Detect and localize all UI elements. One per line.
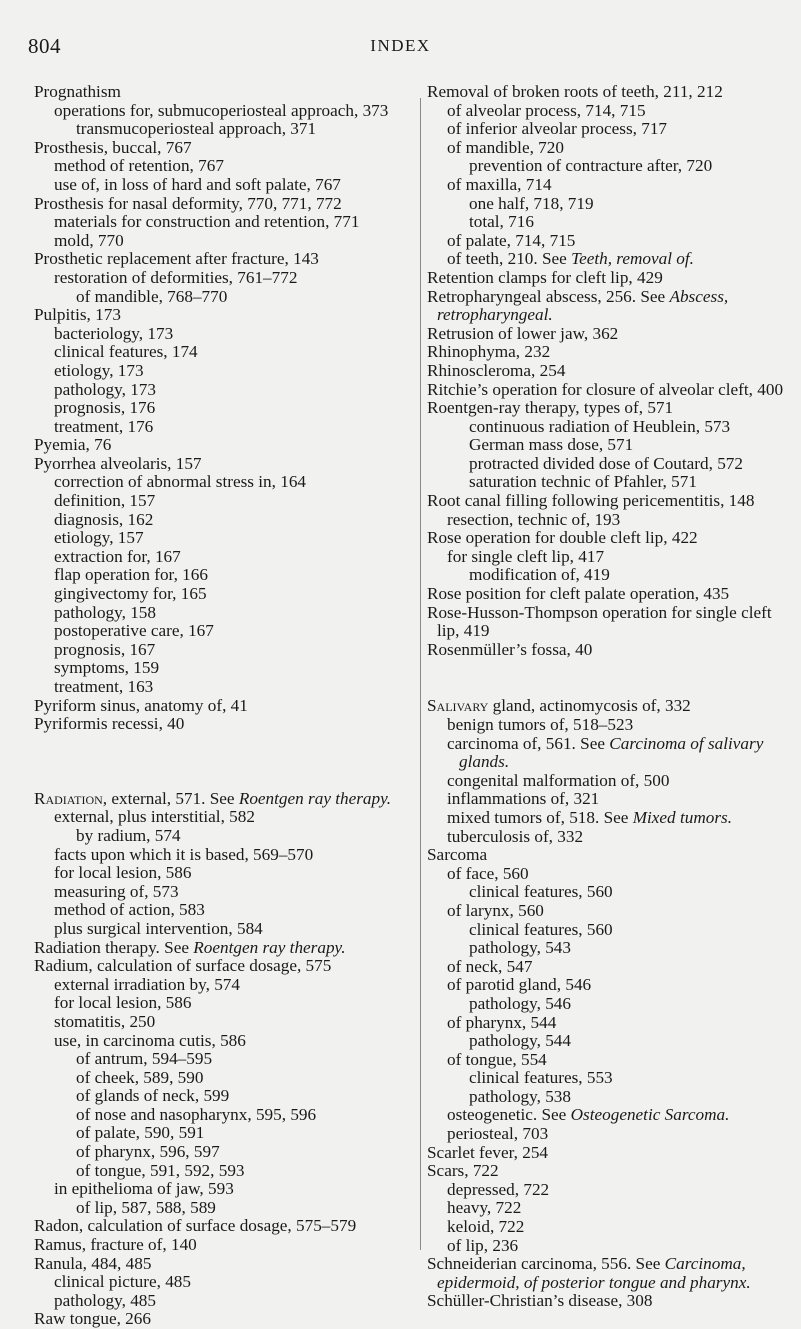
index-entry [34, 1106, 403, 1125]
index-entry [34, 195, 403, 214]
index-entry [34, 827, 403, 846]
index-entry [34, 566, 403, 585]
index-entry [427, 790, 792, 809]
entry-text: of cheek, 589, 590 [76, 1067, 204, 1087]
index-entry [427, 1051, 792, 1070]
index-entry [427, 176, 792, 195]
index-entry [34, 306, 403, 325]
entry-text: Radon, calculation of surface dosage, 575–579 [34, 1216, 357, 1236]
index-entry [427, 288, 792, 325]
index-entry [427, 883, 792, 902]
entry-text: etiology, 157 [54, 528, 144, 548]
index-group-r [34, 790, 403, 1329]
index-entry [34, 250, 403, 269]
entry-text: inflammations of, 321 [447, 789, 600, 809]
entry-text: measuring of, 573 [54, 881, 179, 901]
entry-text: use, in carcinoma cutis, 586 [54, 1030, 246, 1050]
entry-text: etiology, 173 [54, 360, 144, 380]
index-entry [427, 772, 792, 791]
entry-text: Ramus, fracture of, 140 [34, 1235, 197, 1255]
entry-text: osteogenetic. See [447, 1105, 571, 1125]
entry-text: Rhinoscleroma, 254 [427, 360, 566, 380]
entry-text: restoration of deformities, 761–772 [54, 267, 298, 287]
page-number: 804 [28, 34, 61, 58]
entry-text: external, plus interstitial, 582 [54, 807, 255, 827]
index-entry [34, 213, 403, 232]
column-divider [420, 98, 421, 1250]
index-entry [34, 120, 403, 139]
index-entry [427, 902, 792, 921]
index-entry [427, 343, 792, 362]
running-head: INDEX [370, 36, 431, 55]
entry-text: Prosthetic replacement after fracture, 143 [34, 249, 319, 269]
entry-text: periosteal, 703 [447, 1124, 549, 1144]
index-entry [427, 1292, 792, 1311]
entry-text: Radium, calculation of surface dosage, 575 [34, 956, 332, 976]
index-entry [427, 1125, 792, 1144]
entry-text: of mandible, 768–770 [76, 286, 228, 306]
entry-text: operations for, submucoperiosteal approach, 373 [54, 100, 389, 120]
index-entry [34, 1032, 403, 1051]
index-entry [34, 622, 403, 641]
index-entry [427, 195, 792, 214]
index-entry [427, 976, 792, 995]
entry-text: Pyorrhea alveolaris, 157 [34, 453, 202, 473]
entry-text: method of action, 583 [54, 900, 205, 920]
index-entry [427, 995, 792, 1014]
entry-text: Retrusion of lower jaw, 362 [427, 323, 619, 343]
entry-text: pathology, 544 [469, 1031, 571, 1051]
index-entry [34, 362, 403, 381]
index-entry [427, 1069, 792, 1088]
entry-text: definition, 157 [54, 491, 156, 511]
index-entry [34, 790, 403, 809]
entry-text: Pyriform sinus, anatomy of, 41 [34, 695, 248, 715]
entry-text: method of retention, 767 [54, 156, 224, 176]
entry-text: plus surgical intervention, 584 [54, 918, 263, 938]
index-entry [34, 399, 403, 418]
index-entry [427, 604, 792, 641]
entry-text: for local lesion, 586 [54, 993, 192, 1013]
entry-cross-reference: Osteogenetic Sarcoma. [570, 1105, 730, 1125]
index-entry [34, 1199, 403, 1218]
entry-text: Ritchie’s operation for closure of alveolar cleft, 400 [427, 379, 784, 399]
entry-text: of palate, 714, 715 [447, 230, 576, 250]
index-entry [34, 939, 403, 958]
entry-text: Rose operation for double cleft lip, 422 [427, 528, 698, 548]
index-entry [427, 325, 792, 344]
entry-text: mold, 770 [54, 230, 124, 250]
index-entry [427, 1237, 792, 1256]
index-entry [427, 1144, 792, 1163]
index-entry [427, 492, 792, 511]
index-entry [34, 455, 403, 474]
entry-text: gland, actinomycosis of, 332 [488, 696, 691, 716]
entry-text: diagnosis, 162 [54, 509, 154, 529]
entry-text: Prosthesis for nasal deformity, 770, 771, 772 [34, 193, 342, 213]
index-entry [427, 1106, 792, 1125]
entry-heading-smallcaps: Radiation [34, 788, 103, 808]
index-entry [34, 864, 403, 883]
entry-text: Retropharyngeal abscess, 256. See [427, 286, 670, 306]
entry-text: Roentgen-ray therapy, types of, 571 [427, 398, 674, 418]
entry-text: materials for construction and retention, 771 [54, 212, 360, 232]
index-entry [34, 511, 403, 530]
index-entry [427, 213, 792, 232]
entry-text: of pharynx, 544 [447, 1012, 557, 1032]
entry-text: Schüller-Christian’s disease, 308 [427, 1291, 653, 1311]
entry-text: Ranula, 484, 485 [34, 1253, 152, 1273]
entry-text: of neck, 547 [447, 956, 533, 976]
entry-text: transmucoperiosteal approach, 371 [76, 119, 317, 139]
entry-text: of tongue, 591, 592, 593 [76, 1160, 245, 1180]
entry-text: of pharynx, 596, 597 [76, 1142, 220, 1162]
entry-text: resection, technic of, 193 [447, 509, 621, 529]
entry-text: clinical features, 560 [469, 882, 613, 902]
index-entry [34, 1050, 403, 1069]
index-entry [427, 865, 792, 884]
index-entry [427, 716, 792, 735]
entry-text: clinical picture, 485 [54, 1272, 191, 1292]
entry-cross-reference: Teeth, removal of. [571, 249, 694, 269]
index-entry [34, 492, 403, 511]
index-entry [427, 1181, 792, 1200]
entry-text: clinical features, 174 [54, 342, 198, 362]
index-entry [34, 436, 403, 455]
index-entry [427, 381, 792, 400]
entry-text: Schneiderian carcinoma, 556. See [427, 1254, 665, 1274]
index-entry [427, 697, 792, 716]
entry-text: of inferior alveolar process, 717 [447, 119, 668, 139]
index-entry [427, 846, 792, 865]
index-entry [34, 269, 403, 288]
entry-text: flap operation for, 166 [54, 565, 208, 585]
index-entry [427, 157, 792, 176]
entry-text: Pyriformis recessi, 40 [34, 714, 185, 734]
entry-text: extraction for, 167 [54, 546, 181, 566]
entry-text: of palate, 590, 591 [76, 1123, 205, 1143]
index-entry [34, 1236, 403, 1255]
index-entry [34, 529, 403, 548]
index-entry [427, 436, 792, 455]
entry-text: modification of, 419 [469, 565, 610, 585]
entry-text: mixed tumors of, 518. See [447, 807, 633, 827]
index-entry [34, 901, 403, 920]
index-entry [427, 102, 792, 121]
index-entry [427, 473, 792, 492]
entry-text: correction of abnormal stress in, 164 [54, 472, 307, 492]
index-entry [427, 1162, 792, 1181]
index-entry [427, 455, 792, 474]
entry-text: Rhinophyma, 232 [427, 342, 551, 362]
entry-text: of mandible, 720 [447, 137, 564, 157]
index-entry [34, 381, 403, 400]
entry-text: continuous radiation of Heublein, 573 [469, 416, 731, 436]
entry-text: of antrum, 594–595 [76, 1049, 213, 1069]
entry-text: treatment, 163 [54, 677, 154, 696]
index-entry [427, 548, 792, 567]
entry-text: clinical features, 560 [469, 919, 613, 939]
entry-text: protracted divided dose of Coutard, 572 [469, 453, 743, 473]
entry-text: for single cleft lip, 417 [447, 546, 605, 566]
entry-heading-smallcaps: Salivary [427, 696, 489, 716]
index-entry [427, 269, 792, 288]
entry-text: prevention of contracture after, 720 [469, 156, 713, 176]
index-entry [427, 250, 792, 269]
index-entry [34, 139, 403, 158]
index-entry [427, 362, 792, 381]
entry-text: of alveolar process, 714, 715 [447, 100, 646, 120]
entry-text: facts upon which it is based, 569–570 [54, 844, 314, 864]
entry-text: pathology, 546 [469, 993, 571, 1013]
index-entry [34, 641, 403, 660]
entry-text: symptoms, 159 [54, 658, 160, 678]
index-entry [34, 1013, 403, 1032]
entry-text: bacteriology, 173 [54, 323, 174, 343]
index-entry [427, 529, 792, 548]
entry-text: of lip, 236 [447, 1235, 519, 1255]
entry-cross-reference: Carcinoma, epidermoid, of posterior tongue and pharynx. [437, 1254, 751, 1292]
index-entry [34, 883, 403, 902]
index-entry [427, 1014, 792, 1033]
index-entry [34, 232, 403, 251]
index-entry [427, 1255, 792, 1292]
entry-text: Rosenmüller’s fossa, 40 [427, 639, 593, 659]
index-entry [34, 1255, 403, 1274]
entry-text: Radiation therapy. See [34, 937, 194, 957]
index-entry [34, 994, 403, 1013]
entry-text: Pyemia, 76 [34, 435, 112, 455]
entry-text: by radium, 574 [76, 825, 181, 845]
entry-cross-reference: Roentgen ray therapy. [238, 788, 392, 808]
index-entry [34, 548, 403, 567]
index-entry [34, 678, 403, 697]
entry-text: pathology, 173 [54, 379, 156, 399]
entry-text: keloid, 722 [447, 1217, 525, 1237]
index-entry [427, 735, 792, 772]
entry-text: pathology, 543 [469, 938, 571, 958]
index-entry [34, 604, 403, 623]
index-entry [34, 1069, 403, 1088]
entry-text: German mass dose, 571 [469, 435, 634, 455]
entry-text: Scarlet fever, 254 [427, 1142, 549, 1162]
entry-text: of nose and nasopharynx, 595, 596 [76, 1104, 317, 1124]
index-entry [427, 399, 792, 418]
index-entry [34, 808, 403, 827]
entry-text: of tongue, 554 [447, 1049, 547, 1069]
entry-text: postoperative care, 167 [54, 621, 214, 641]
entry-text: Prognathism [34, 82, 121, 101]
index-entry [427, 83, 792, 102]
index-entry [427, 958, 792, 977]
index-entry [34, 697, 403, 716]
entry-text: stomatitis, 250 [54, 1011, 156, 1031]
entry-cross-reference: Abscess, retropharyngeal. [437, 286, 729, 325]
entry-text: Prosthesis, buccal, 767 [34, 137, 192, 157]
index-entry [427, 1032, 792, 1051]
entry-text: of teeth, 210. See [447, 249, 572, 269]
index-entry [427, 232, 792, 251]
index-entry [34, 1162, 403, 1181]
entry-text: heavy, 722 [447, 1198, 522, 1218]
index-entry [427, 1199, 792, 1218]
index-entry [34, 585, 403, 604]
entry-text: external irradiation by, 574 [54, 974, 240, 994]
index-entry [427, 828, 792, 847]
index-entry [34, 976, 403, 995]
index-entry [427, 566, 792, 585]
index-entry [34, 1087, 403, 1106]
entry-cross-reference: Mixed tumors. [632, 807, 732, 827]
entry-text: in epithelioma of jaw, 593 [54, 1179, 234, 1199]
index-entry [34, 83, 403, 102]
index-entry [34, 659, 403, 678]
entry-text: pathology, 538 [469, 1086, 571, 1106]
index-entry [427, 1218, 792, 1237]
index-group-r-continued [427, 83, 792, 659]
entry-text: pathology, 485 [54, 1290, 156, 1310]
entry-text: Retention clamps for cleft lip, 429 [427, 267, 663, 287]
entry-cross-reference: Carcinoma of salivary glands. [459, 733, 764, 772]
index-group-s [427, 697, 792, 1311]
index-entry [427, 641, 792, 660]
index-entry [34, 343, 403, 362]
index-entry [34, 715, 403, 734]
index-entry [34, 418, 403, 437]
index-entry [427, 809, 792, 828]
index-entry [427, 418, 792, 437]
index-entry [34, 102, 403, 121]
index-entry [34, 920, 403, 939]
entry-text: of parotid gland, 546 [447, 975, 592, 995]
entry-text: treatment, 176 [54, 416, 154, 436]
entry-text: carcinoma of, 561. See [447, 733, 610, 753]
entry-text: of maxilla, 714 [447, 174, 552, 194]
entry-text: Removal of broken roots of teeth, 211, 212 [427, 82, 723, 101]
entry-text: Rose position for cleft palate operation, 435 [427, 584, 730, 604]
entry-text: tuberculosis of, 332 [447, 826, 584, 846]
entry-text: use of, in loss of hard and soft palate, 767 [54, 174, 341, 194]
entry-text: prognosis, 167 [54, 639, 156, 659]
entry-text: for local lesion, 586 [54, 863, 192, 883]
entry-text: Pulpitis, 173 [34, 305, 121, 325]
entry-text: total, 716 [469, 212, 534, 232]
index-entry [34, 1143, 403, 1162]
entry-text: congenital malformation of, 500 [447, 770, 670, 790]
entry-text: Scars, 722 [427, 1161, 499, 1181]
entry-text: benign tumors of, 518–523 [447, 715, 634, 734]
index-entry [427, 585, 792, 604]
entry-text: of lip, 587, 588, 589 [76, 1197, 216, 1217]
entry-text: one half, 718, 719 [469, 193, 594, 213]
index-entry [427, 939, 792, 958]
entry-text: saturation technic of Pfahler, 571 [469, 472, 697, 492]
entry-text: , external, 571. See [102, 788, 239, 808]
index-entry [34, 325, 403, 344]
entry-text: of glands of neck, 599 [76, 1086, 230, 1106]
index-entry [34, 957, 403, 976]
entry-text: depressed, 722 [447, 1179, 550, 1199]
index-entry [427, 120, 792, 139]
index-entry [427, 511, 792, 530]
index-entry [34, 1180, 403, 1199]
index-entry [34, 157, 403, 176]
index-entry [427, 139, 792, 158]
index-entry [427, 921, 792, 940]
entry-cross-reference: Roentgen ray therapy. [193, 937, 346, 957]
index-entry [34, 473, 403, 492]
index-entry [34, 1292, 403, 1311]
entry-text: Root canal filling following pericementitis, 148 [427, 491, 755, 511]
entry-text: Rose-Husson-Thompson operation for single cleft lip, 419 [427, 602, 772, 641]
right-column [427, 83, 792, 1311]
entry-text: Sarcoma [427, 845, 488, 865]
index-group-p [34, 83, 403, 734]
entry-text: pathology, 158 [54, 602, 156, 622]
index-entry [34, 1310, 403, 1329]
index-entry [427, 1088, 792, 1107]
entry-text: prognosis, 176 [54, 398, 156, 418]
entry-text: of larynx, 560 [447, 900, 544, 920]
entry-text: gingivectomy for, 165 [54, 584, 207, 604]
left-column [34, 83, 403, 1329]
index-entry [34, 288, 403, 307]
index-entry [34, 1124, 403, 1143]
index-entry [34, 1273, 403, 1292]
entry-text: Raw tongue, 266 [34, 1309, 151, 1329]
index-entry [34, 176, 403, 195]
entry-text: clinical features, 553 [469, 1068, 613, 1088]
index-entry [34, 1217, 403, 1236]
entry-text: of face, 560 [447, 863, 529, 883]
index-entry [34, 846, 403, 865]
